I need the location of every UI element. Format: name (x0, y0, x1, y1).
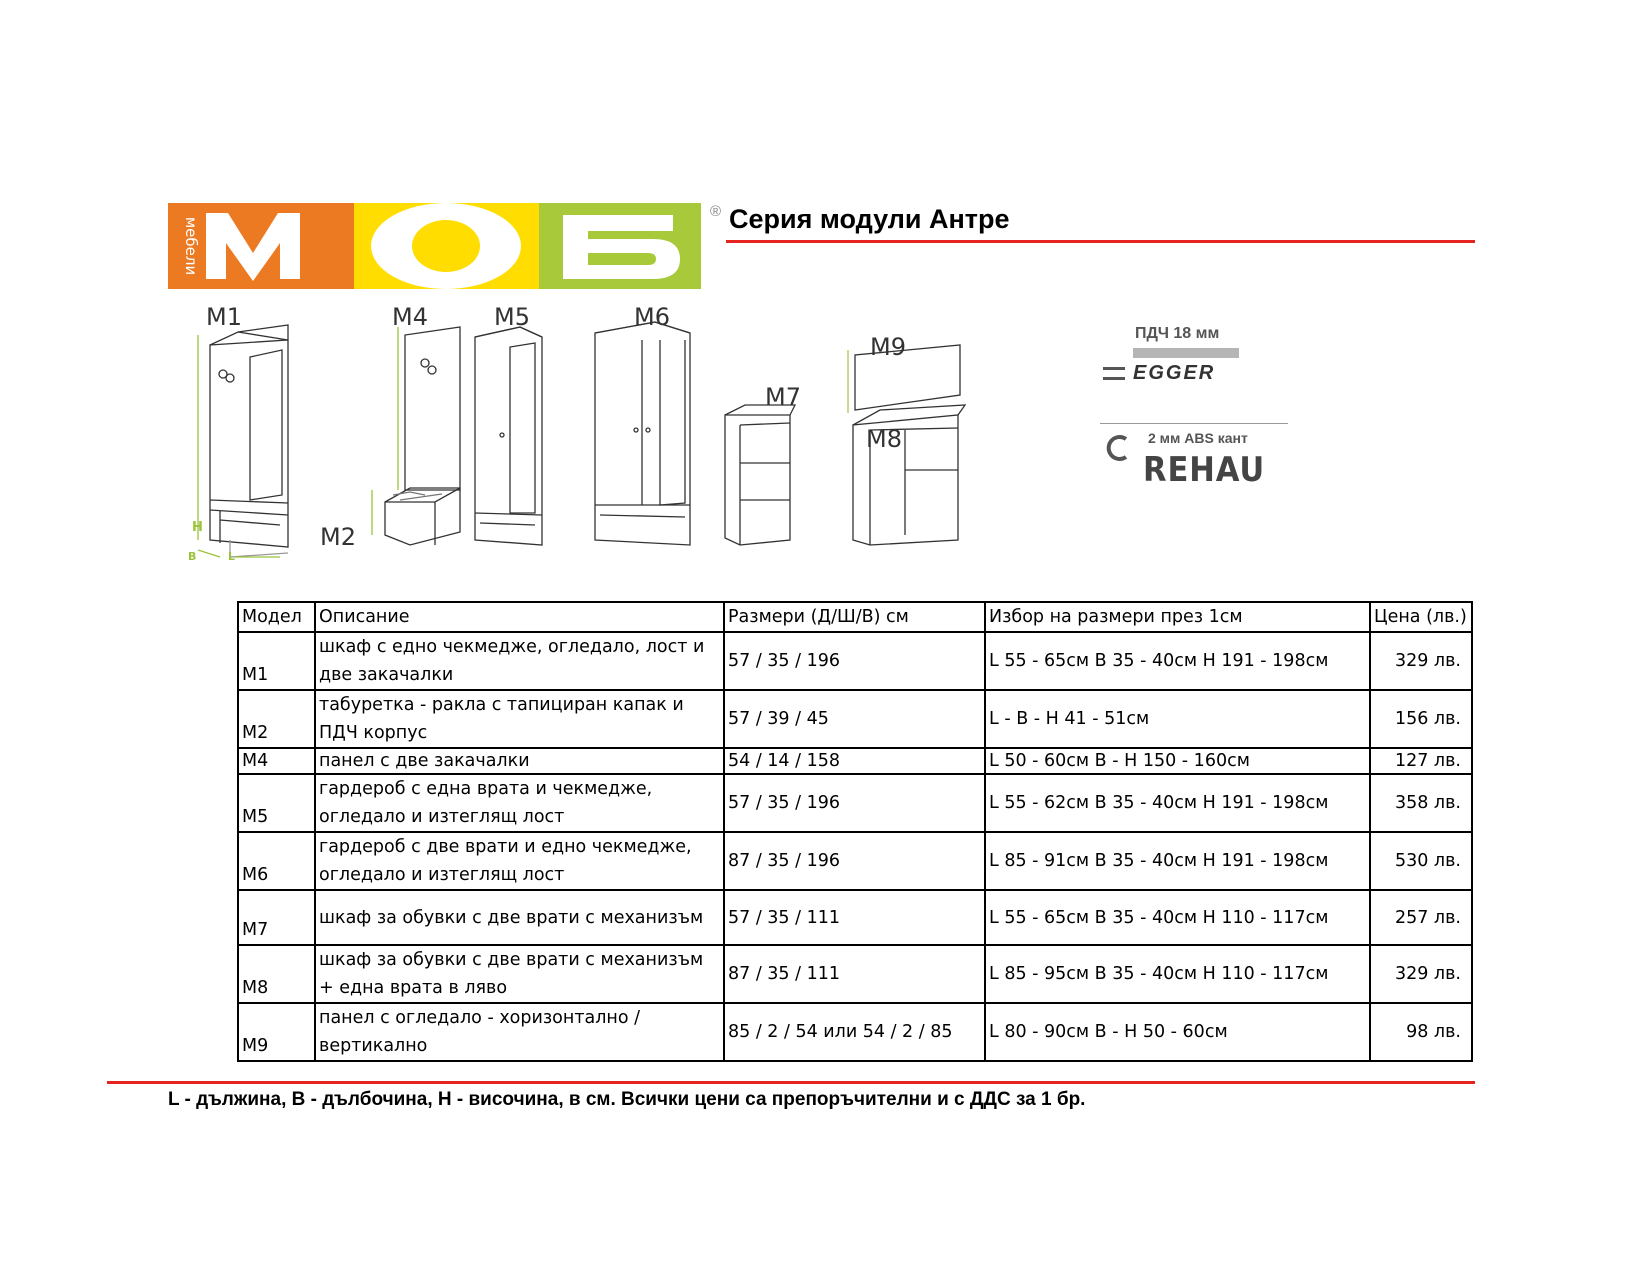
table-header-row (238, 602, 1472, 632)
egger-mark-icon (1103, 367, 1125, 380)
registered-mark: ® (710, 203, 722, 220)
drawing-m7 (725, 405, 795, 545)
cell-dimensions: 87 / 35 / 111 (724, 945, 985, 1003)
drawing-m2 (385, 488, 460, 545)
label-m7: M7 (765, 383, 801, 411)
label-m4: M4 (392, 303, 428, 331)
egger-logo: EGGER (1133, 362, 1216, 384)
cell-size-range: L 55 - 65см B 35 - 40см H 191 - 198см (985, 632, 1370, 690)
cell-model: M8 (238, 945, 315, 1003)
drawing-m6 (595, 322, 690, 545)
label-m1: M1 (206, 303, 242, 331)
cell-description: табуретка - ракла с тапициран капак и ПДЧ корпус (315, 690, 724, 748)
label-m8: M8 (866, 425, 902, 453)
cell-size-range: L 80 - 90см B - H 50 - 60см (985, 1003, 1370, 1061)
dim-b-label: B (188, 550, 197, 563)
cell-size-range: L 55 - 62см B 35 - 40см H 191 - 198см (985, 774, 1370, 832)
cell-model: M2 (238, 690, 315, 748)
table-row (238, 690, 1472, 748)
cell-description: шкаф с едно чекмедже, огледало, лост и две закачалки (315, 632, 724, 690)
label-m2: M2 (320, 523, 356, 551)
header-price: Цена (лв.) (1370, 602, 1472, 632)
rehau-logo: REHAU (1143, 450, 1266, 490)
cell-size-range: L 85 - 95см B 35 - 40см H 110 - 117см (985, 945, 1370, 1003)
dim-h-label: H (192, 520, 203, 535)
cell-dimensions: 57 / 35 / 196 (724, 632, 985, 690)
cell-price: 257 лв. (1370, 890, 1472, 945)
cell-dimensions: 54 / 14 / 158 (724, 748, 985, 774)
label-m6: M6 (634, 303, 670, 331)
dim-l-label: L (228, 550, 236, 563)
footer-line (107, 1081, 1475, 1084)
cell-price: 156 лв. (1370, 690, 1472, 748)
header-description: Описание (315, 602, 724, 632)
furniture-drawings (180, 295, 1050, 575)
cell-description: гардероб с две врати и едно чекмедже, огледало и изтеглящ лост (315, 832, 724, 890)
abs-edge-label: 2 мм ABS кант (1148, 430, 1248, 446)
cell-model: M6 (238, 832, 315, 890)
cell-price: 329 лв. (1370, 945, 1472, 1003)
table-row (238, 1003, 1472, 1061)
cell-price: 127 лв. (1370, 748, 1472, 774)
cell-price: 358 лв. (1370, 774, 1472, 832)
cell-size-range: L 85 - 91см B 35 - 40см H 191 - 198см (985, 832, 1370, 890)
table-row (238, 832, 1472, 890)
price-table (237, 601, 1473, 1062)
cell-model: M4 (238, 748, 315, 774)
cell-dimensions: 57 / 35 / 196 (724, 774, 985, 832)
cell-model: M9 (238, 1003, 315, 1061)
cell-description: шкаф за обувки с две врати с механизъм + една врата в ляво (315, 945, 724, 1003)
header-size-range: Избор на размери през 1см (985, 602, 1370, 632)
header-dimensions: Размери (Д/Ш/В) см (724, 602, 985, 632)
table-row (238, 632, 1472, 690)
footer-note: L - дължина, B - дълбочина, H - височина, в см. Всички цени са препоръчителни и с ДДС за 1 бр. (168, 1089, 1086, 1110)
cell-size-range: L - B - H 41 - 51см (985, 690, 1370, 748)
drawing-m4 (405, 327, 460, 490)
title-underline (726, 240, 1475, 243)
cell-dimensions: 85 / 2 / 54 или 54 / 2 / 85 (724, 1003, 985, 1061)
egger-bar (1133, 348, 1239, 358)
drawing-m1 (210, 325, 288, 557)
cell-price: 98 лв. (1370, 1003, 1472, 1061)
pdch-label: ПДЧ 18 мм (1135, 325, 1220, 342)
cell-model: M1 (238, 632, 315, 690)
cell-dimensions: 57 / 39 / 45 (724, 690, 985, 748)
rehau-icon (1104, 433, 1134, 463)
cell-model: M5 (238, 774, 315, 832)
cell-description: шкаф за обувки с две врати с механизъм (315, 890, 724, 945)
cell-model: M7 (238, 890, 315, 945)
table-row (238, 748, 1472, 774)
label-m9: M9 (870, 333, 906, 361)
cell-price: 530 лв. (1370, 832, 1472, 890)
logo-side-text: мебели (182, 216, 200, 276)
cell-description: гардероб с една врата и чекмедже, огледало и изтеглящ лост (315, 774, 724, 832)
mob-logo (168, 203, 701, 289)
brand-divider (1100, 423, 1288, 424)
page-title: Серия модули Антре (729, 204, 1010, 234)
drawing-m5 (475, 327, 542, 545)
cell-size-range: L 50 - 60см B - H 150 - 160см (985, 748, 1370, 774)
cell-description: панел с огледало - хоризонтално / вертикално (315, 1003, 724, 1061)
table-row (238, 945, 1472, 1003)
cell-description: панел с две закачалки (315, 748, 724, 774)
cell-size-range: L 55 - 65см B 35 - 40см H 110 - 117см (985, 890, 1370, 945)
cell-dimensions: 87 / 35 / 196 (724, 832, 985, 890)
header-model: Модел (238, 602, 315, 632)
cell-price: 329 лв. (1370, 632, 1472, 690)
label-m5: M5 (494, 303, 530, 331)
table-row (238, 890, 1472, 945)
table-row (238, 774, 1472, 832)
cell-dimensions: 57 / 35 / 111 (724, 890, 985, 945)
